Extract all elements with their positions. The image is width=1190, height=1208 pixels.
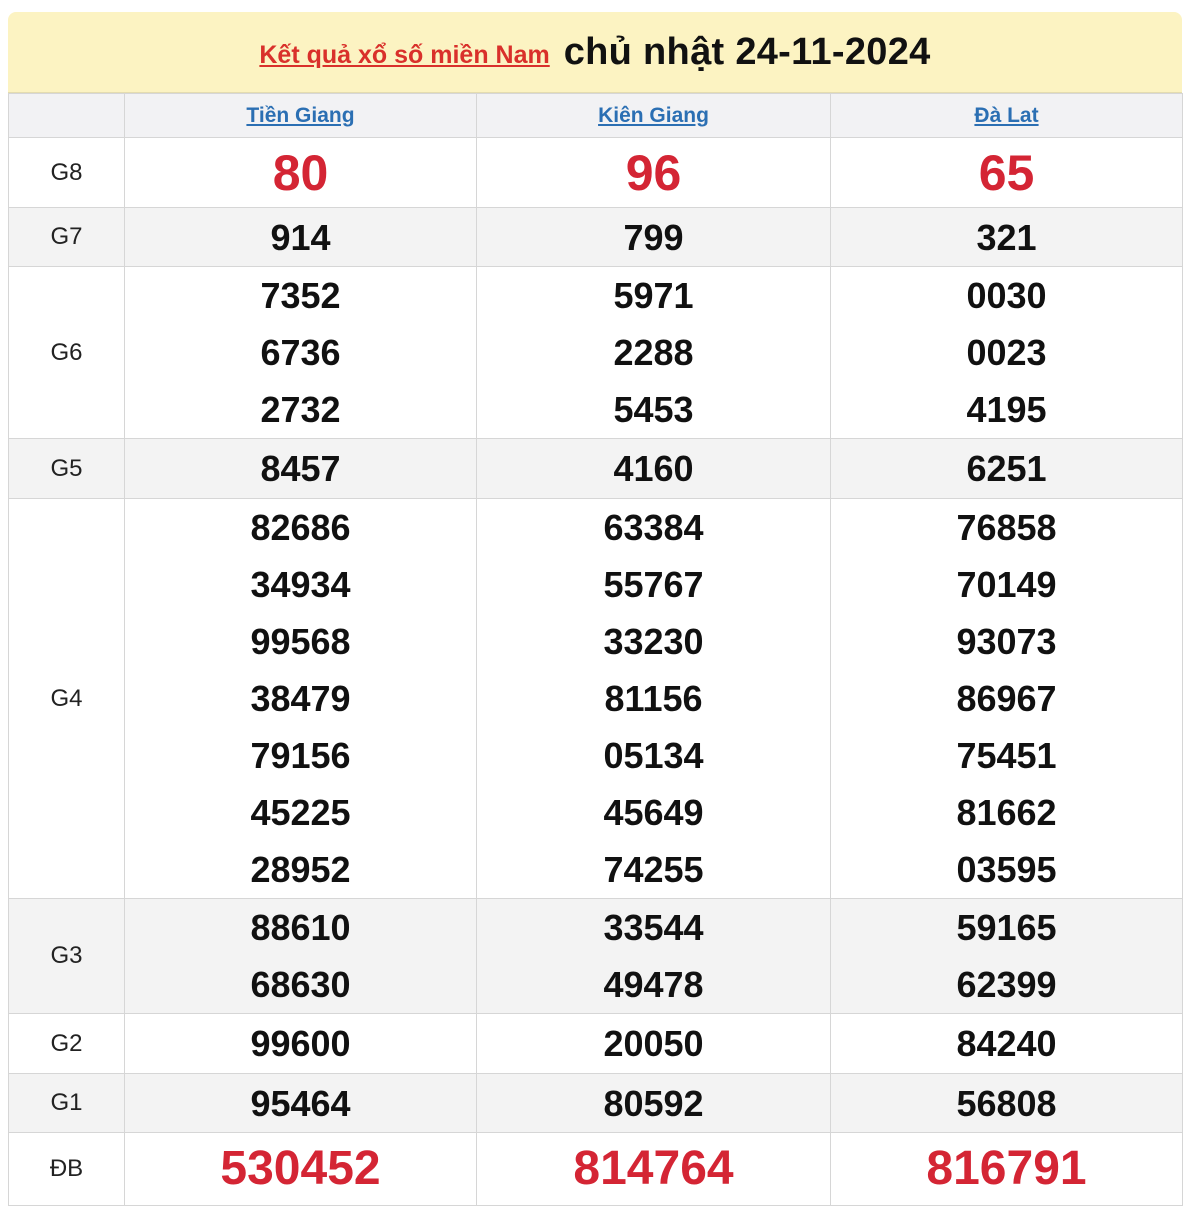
prize-number: 33544 (603, 907, 704, 948)
lottery-results-panel (8, 12, 1182, 1206)
prize-cell (831, 1014, 1183, 1074)
special-prize-number: 814764 (573, 1142, 734, 1195)
prize-number: 88610 (250, 907, 351, 948)
prize-cell (831, 208, 1183, 267)
prize-cell (125, 267, 477, 439)
prize-cell (831, 138, 1183, 208)
prize-cell (125, 1074, 477, 1133)
prize-number: 45225 (250, 792, 351, 833)
prize-cell (831, 439, 1183, 499)
prize-cell (477, 1074, 831, 1133)
prize-number: 99600 (250, 1023, 351, 1064)
prize-number: 68630 (250, 964, 351, 1005)
province-link-da-lat[interactable]: Đà Lat (974, 103, 1039, 127)
prize-label: G3 (9, 899, 125, 1014)
province-header-kien-giang (477, 94, 831, 138)
prize-number: 03595 (956, 849, 1057, 890)
province-header-tien-giang (125, 94, 477, 138)
results-title-link[interactable]: Kết quả xổ số miền Nam (259, 40, 550, 69)
prize-number: 81156 (604, 678, 703, 719)
prize-number: 79156 (250, 735, 351, 776)
prize-number: 33230 (603, 621, 704, 662)
prize-number: 96 (625, 144, 682, 201)
prize-label: G8 (9, 138, 125, 208)
prize-label: G7 (9, 208, 125, 267)
prize-row-g8 (9, 138, 1183, 208)
prize-number: 59165 (956, 907, 1057, 948)
prize-number: 20050 (603, 1023, 704, 1064)
prize-cell (125, 499, 477, 899)
prize-number: 49478 (603, 964, 704, 1005)
prize-number: 7352 (260, 275, 341, 316)
prize-number: 75451 (956, 735, 1057, 776)
special-prize-number: 816791 (926, 1142, 1087, 1195)
prize-label: ĐB (9, 1133, 125, 1206)
province-header-row (9, 94, 1183, 138)
prize-number: 56808 (956, 1082, 1057, 1124)
prize-row-g2 (9, 1014, 1183, 1074)
prize-cell (477, 499, 831, 899)
prize-cell (125, 208, 477, 267)
prize-cell (477, 899, 831, 1014)
prize-number: 914 (270, 216, 331, 258)
prize-cell (831, 899, 1183, 1014)
prize-number: 05134 (603, 735, 704, 776)
prize-number: 6736 (260, 332, 341, 373)
prize-number: 2732 (260, 389, 341, 430)
prize-number: 6251 (966, 448, 1047, 489)
prize-number: 65 (978, 144, 1035, 201)
prize-cell (125, 138, 477, 208)
prize-number: 5453 (613, 389, 694, 430)
prize-number: 5971 (613, 275, 694, 316)
prize-cell (477, 208, 831, 267)
prize-number: 0023 (966, 332, 1047, 373)
prize-number: 2288 (613, 332, 694, 373)
prize-label: G4 (9, 499, 125, 899)
prize-number: 4195 (966, 389, 1047, 430)
prize-cell (477, 267, 831, 439)
prize-row-special (9, 1133, 1183, 1206)
prize-number: 99568 (250, 621, 351, 662)
prize-number: 799 (623, 216, 684, 258)
prize-label: G6 (9, 267, 125, 439)
prize-number: 28952 (250, 849, 351, 890)
prize-number: 62399 (956, 964, 1057, 1005)
prize-row-g3 (9, 899, 1183, 1014)
prize-number: 95464 (250, 1082, 351, 1124)
prize-cell (477, 1014, 831, 1074)
prize-number: 80 (272, 144, 329, 201)
results-table (8, 93, 1183, 1206)
prize-row-g5 (9, 439, 1183, 499)
prize-cell (477, 439, 831, 499)
province-link-kien-giang[interactable]: Kiên Giang (598, 103, 709, 127)
prize-number: 8457 (260, 448, 341, 489)
prize-row-g7 (9, 208, 1183, 267)
prize-number: 34934 (250, 564, 351, 605)
empty-header-cell (9, 94, 125, 138)
prize-number: 0030 (966, 275, 1047, 316)
prize-row-g6 (9, 267, 1183, 439)
prize-cell (831, 1133, 1183, 1206)
prize-number: 76858 (956, 507, 1057, 548)
prize-number: 38479 (250, 678, 351, 719)
province-header-da-lat (831, 94, 1183, 138)
prize-number: 80592 (603, 1082, 704, 1124)
prize-cell (831, 267, 1183, 439)
prize-number: 81662 (956, 792, 1057, 833)
prize-number: 74255 (603, 849, 704, 890)
prize-number: 82686 (250, 507, 351, 548)
prize-number: 45649 (603, 792, 704, 833)
prize-cell (831, 499, 1183, 899)
prize-cell (125, 1133, 477, 1206)
prize-number: 63384 (603, 507, 704, 548)
prize-cell (477, 1133, 831, 1206)
prize-number: 84240 (956, 1023, 1057, 1064)
prize-cell (125, 439, 477, 499)
draw-date-title: chủ nhật 24-11-2024 (563, 30, 931, 73)
prize-label: G5 (9, 439, 125, 499)
prize-number: 55767 (603, 564, 704, 605)
prize-cell (477, 138, 831, 208)
prize-number: 4160 (613, 448, 694, 489)
prize-number: 86967 (956, 678, 1057, 719)
prize-number: 321 (976, 216, 1037, 258)
title-bar (8, 12, 1182, 93)
prize-cell (125, 899, 477, 1014)
prize-cell (831, 1074, 1183, 1133)
special-prize-number: 530452 (220, 1142, 381, 1195)
prize-number: 70149 (956, 564, 1057, 605)
province-link-tien-giang[interactable]: Tiền Giang (246, 103, 355, 127)
prize-cell (125, 1014, 477, 1074)
prize-label: G1 (9, 1074, 125, 1133)
prize-row-g4 (9, 499, 1183, 899)
prize-number: 93073 (956, 621, 1057, 662)
prize-label: G2 (9, 1014, 125, 1074)
prize-row-g1 (9, 1074, 1183, 1133)
